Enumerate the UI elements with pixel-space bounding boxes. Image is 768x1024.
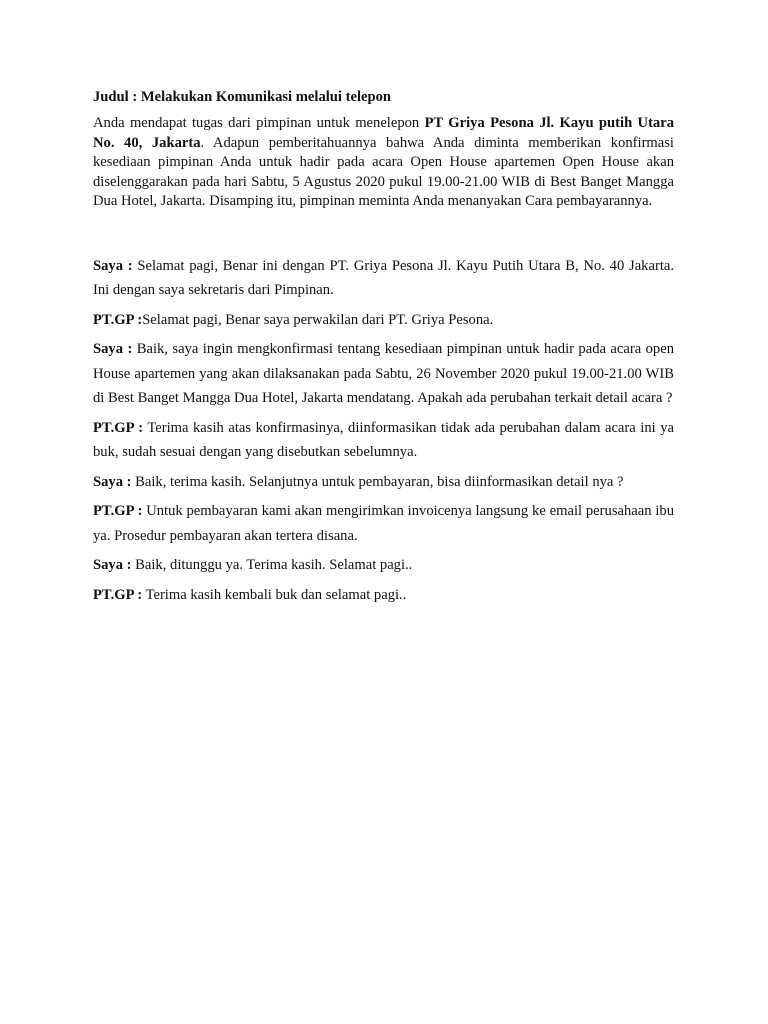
speaker-label: Saya :: [93, 557, 132, 574]
dialogue-text: Selamat pagi, Benar saya perwakilan dari PT. Griya Pesona.: [142, 311, 494, 328]
speaker-label: PT.GP :: [93, 311, 143, 328]
document-page: [93, 87, 674, 612]
dialogue-text: Selamat pagi, Benar ini dengan PT. Griya Pesona Jl. Kayu Putih Utara B, No. 40 Jakarta. Ini dengan saya sekretaris dari Pimpinan.: [93, 257, 674, 299]
dialogue-text: Baik, terima kasih. Selanjutnya untuk pembayaran, bisa diinformasikan detail nya ?: [131, 473, 624, 490]
dialogue-turn: [93, 499, 674, 548]
document-title: Judul : Melakukan Komunikasi melalui telepon: [93, 89, 392, 105]
intro-paragraph: [93, 114, 674, 212]
intro-text-1: Anda mendapat tugas dari pimpinan untuk menelepon: [93, 115, 425, 131]
speaker-label: PT.GP :: [93, 586, 143, 603]
dialogue-text: Terima kasih kembali buk dan selamat pagi..: [142, 586, 407, 603]
speaker-label: Saya :: [93, 473, 132, 490]
dialogue-turn: [93, 416, 674, 465]
dialogue-section: [93, 254, 674, 608]
dialogue-turn: [93, 470, 674, 495]
dialogue-text: Baik, ditunggu ya. Terima kasih. Selamat pagi..: [131, 557, 413, 574]
speaker-label: PT.GP :: [93, 419, 144, 436]
dialogue-text: Baik, saya ingin mengkonfirmasi tentang kesediaan pimpinan untuk hadir pada acara open House apartemen yang akan dilaksanakan pada Sabtu, 26 November 2020 pukul 19.00-21.00 WIB di Best Banget Mangga Dua Hotel, Jakarta mendatang. Apakah ada perubahan terkait detail acara ?: [93, 341, 675, 407]
dialogue-turn: [93, 553, 674, 578]
dialogue-turn: [93, 583, 674, 608]
dialogue-text: Untuk pembayaran kami akan mengirimkan invoicenya langsung ke email perusahaan ibu ya. Prosedur pembayaran akan tertera disana.: [93, 503, 675, 544]
intro-text-2: . Adapun pemberitahuannya bahwa Anda diminta memberikan konfirmasi kesediaan pimpinan Anda untuk hadir pada acara Open House apartemen Open House akan diselenggarakan pada hari Sabtu, 5 Agustus 2020 pukul 19.00-21.00 WIB di Best Banget Mangga Dua Hotel, Jakarta. Disamping itu, pimpinan meminta Anda menanyakan Cara pembayarannya.: [93, 134, 674, 210]
speaker-label: Saya :: [93, 341, 133, 358]
dialogue-turn: [93, 308, 674, 333]
dialogue-turn: [93, 337, 674, 411]
speaker-label: Saya :: [93, 257, 133, 274]
intro-company-bold: PT Griya Pesona Jl. Kayu putih Utara No. 40, Jakarta: [93, 115, 674, 151]
speaker-label: PT.GP :: [93, 503, 143, 520]
dialogue-text: Terima kasih atas konfirmasinya, diinformasikan tidak ada perubahan dalam acara ini ya buk, sudah sesuai dengan yang disebutkan sebelumnya.: [93, 419, 674, 461]
dialogue-turn: [93, 254, 674, 303]
